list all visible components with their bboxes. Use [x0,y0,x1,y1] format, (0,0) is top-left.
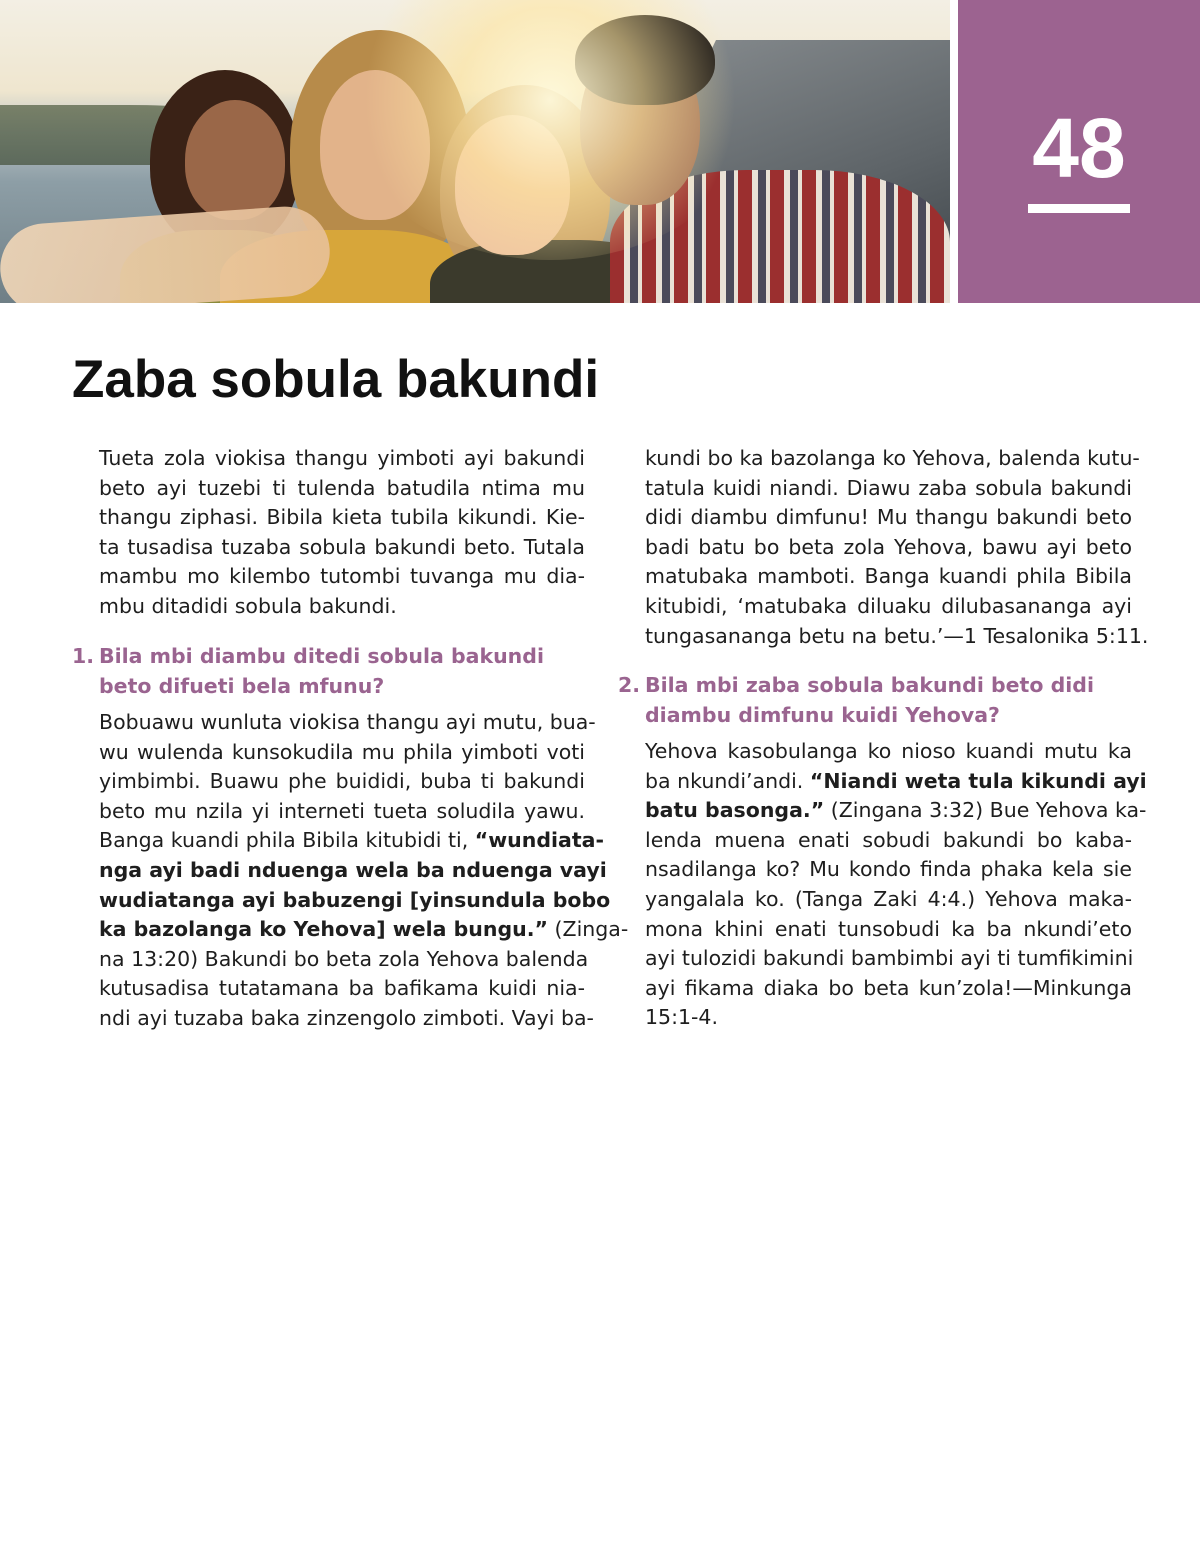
bold-quote-text: “wundiata- [474,828,605,853]
text-line [99,642,585,672]
text-line [99,886,611,916]
bold-quote-text: nga ayi badi nduenga wela ba nduenga vayi [99,857,607,882]
text-segment: badi batu bo beta zola Yehova, bawu ayi beto [645,534,1132,559]
text-line [99,444,585,474]
text-line [99,974,585,1004]
text-line [645,671,1132,701]
text-segment: diambu dimfunu kuidi Yehova? [645,702,1000,727]
question-1 [72,642,585,701]
text-line [645,796,1147,826]
text-line [645,503,1132,533]
text-line [645,533,1132,563]
question-2 [618,671,1132,730]
text-line [645,562,1132,592]
bold-quote-text: wudiatanga ayi babuzengi [yinsundula bobo [99,887,611,912]
text-segment: ta tusadisa tuzaba sobula bakundi beto. Tutala [99,534,585,559]
text-segment: (Zinga- [548,917,629,942]
text-segment: Tueta zola viokisa thangu yimboti ayi bakundi [99,446,585,470]
text-segment: mona khini enati tunsobudi ka ba nkundi’eto [645,916,1132,941]
lesson-number: 48 [1032,101,1126,195]
text-line [99,945,589,975]
text-segment: 15:1-4. [645,1005,718,1030]
text-segment: beto ayi tuzebi ti tulenda batudila ntima mu [99,475,585,500]
answer-1-paragraph [99,708,629,1034]
lesson-number-underline [1028,204,1130,213]
answer-1-paragraph-continued [645,444,1149,651]
text-line [99,1004,594,1034]
text-segment: yangalala ko. (Tanga Zaki 4:4.) Yehova maka- [645,886,1132,911]
text-segment: mbu ditadidi sobula bakundi. [99,593,397,618]
question-number: 1. [72,644,95,668]
text-line [99,474,585,504]
text-line [99,826,605,856]
text-segment: Bobuawu wunluta viokisa thangu ayi mutu, bua- [99,710,596,734]
text-line [645,737,1132,767]
text-segment: yimbimbi. Buawu phe buididi, buba ti bakundi [99,769,585,794]
text-segment: (Zingana 3:32) Bue Yehova ka- [824,798,1147,823]
text-line [645,974,1132,1004]
text-segment: ayi tulozidi bakundi bambimbi ayi ti tumfikimini [645,946,1134,971]
text-segment: ndi ayi tuzaba baka zinzengolo zimboti. Vayi ba- [99,1005,594,1030]
text-segment: thangu ziphasi. Bibila kieta tubila kikundi. Kie- [99,505,585,530]
photo-arm [0,204,333,303]
text-segment: nsadilanga ko? Mu kondo finda phaka kela sie [645,857,1132,882]
text-line [99,672,585,702]
text-segment: Yehova kasobulanga ko nioso kuandi mutu ka [645,739,1132,763]
text-line [99,533,585,563]
question-number: 2. [618,673,641,697]
text-segment: beto mu nzila yi interneti tueta soludila yawu. [99,798,585,823]
text-segment: beto difueti bela mfunu? [99,673,385,698]
bold-quote-text: batu basonga.” [645,798,825,823]
bold-quote-text: “Niandi weta tula kikundi ayi [809,768,1147,793]
page-title: Zaba sobula bakundi [72,350,600,409]
text-line [645,444,1140,474]
text-line [645,885,1132,915]
text-line [645,592,1132,622]
text-segment: kundi bo ka bazolanga ko Yehova, balenda kutu- [645,446,1140,470]
text-segment: Bila mbi zaba sobula bakundi beto didi [645,673,1094,697]
text-segment: kutusadisa tutatamana ba bafikama kuidi nia- [99,976,585,1001]
text-line [99,856,607,886]
text-line [99,915,629,945]
text-segment: lenda muena enati sobudi bakundi bo kaba- [645,827,1132,852]
text-segment: didi diambu dimfunu! Mu thangu bakundi beto [645,505,1132,530]
text-segment: wu wulenda kunsokudila mu phila yimboti voti [99,739,585,764]
text-line [645,1003,1132,1033]
text-segment: kitubidi, ‘matubaka diluaku dilubasananga ayi [645,593,1132,618]
text-line [645,474,1132,504]
text-segment: Bila mbi diambu ditedi sobula bakundi [99,644,544,668]
answer-2-paragraph [645,737,1147,1033]
text-line [645,767,1147,797]
bold-quote-text: ka bazolanga ko Yehova] wela bungu.” [99,917,549,942]
text-line [645,855,1132,885]
text-segment: Banga kuandi phila Bibila kitubidi ti, [99,828,475,853]
text-line [645,622,1149,652]
intro-paragraph [99,444,585,622]
text-line [99,767,585,797]
person-1-face [185,100,285,220]
text-line [645,944,1132,974]
text-segment: na 13:20) Bakundi bo beta zola Yehova balenda [99,946,589,971]
text-segment: mambu mo kilembo tutombi tuvanga mu dia- [99,564,585,589]
text-line [99,708,596,738]
text-segment: tungasananga betu na betu.’—1 Tesalonika 5:11. [645,623,1149,648]
text-segment: ayi fikama diaka bo beta kun’zola!—Minkunga [645,975,1132,1000]
text-segment: matubaka mamboti. Banga kuandi phila Bibila [645,564,1132,589]
text-line [99,562,585,592]
text-line [99,797,585,827]
text-line [99,738,585,768]
header-photo [0,0,950,303]
text-line [99,503,585,533]
text-line [645,826,1132,856]
text-line [645,915,1132,945]
text-segment: ba nkundi’andi. [645,768,810,793]
text-line [99,592,585,622]
text-segment: tatula kuidi niandi. Diawu zaba sobula bakundi [645,475,1132,500]
text-line [645,701,1132,731]
